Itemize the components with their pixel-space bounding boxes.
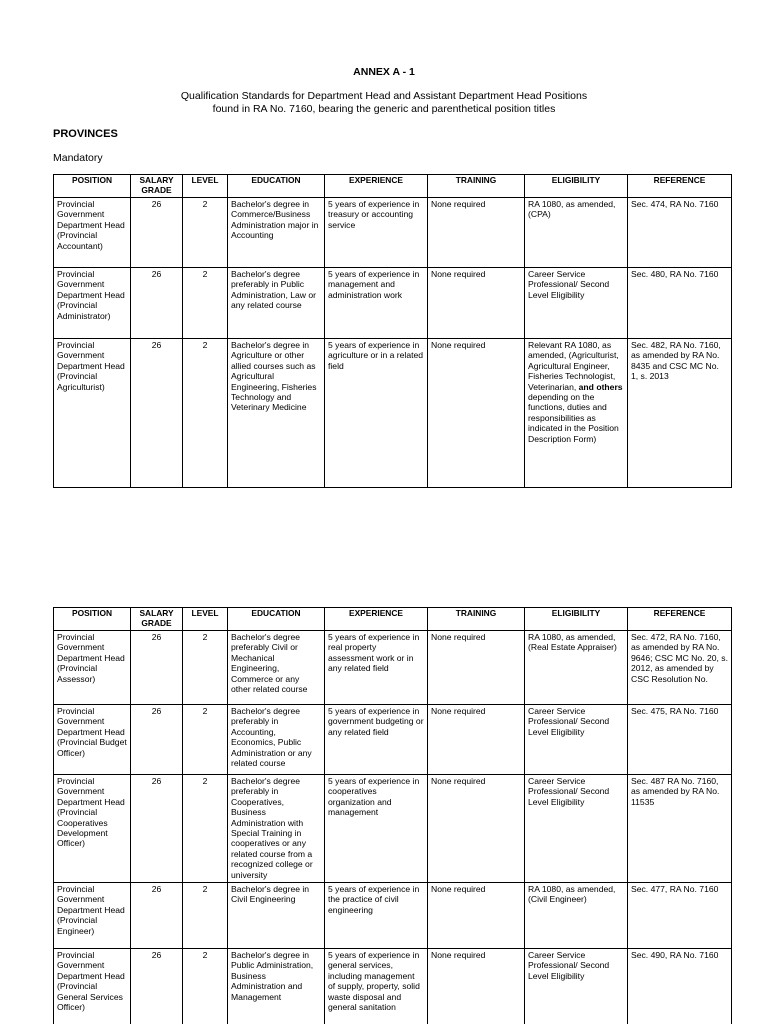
cell-training: None required — [428, 775, 525, 883]
cell-eligibility: Career Service Professional/ Second Level Eligibility — [525, 705, 628, 775]
header-reference: REFERENCE — [628, 175, 732, 198]
cell-salary-grade: 26 — [131, 949, 183, 1024]
cell-education: Bachelor's degree in Public Administration, Business Administration and Management — [228, 949, 325, 1024]
table-row — [54, 705, 732, 775]
eligibility-emphasis: and others — [578, 381, 623, 392]
cell-salary-grade: 26 — [131, 775, 183, 883]
subtitle-line-2: found in RA No. 7160, bearing the generic and parenthetical position titles — [212, 103, 556, 115]
cell-eligibility: RA 1080, as amended, (CPA) — [525, 198, 628, 268]
cell-level: 2 — [183, 775, 228, 883]
cell-training: None required — [428, 198, 525, 268]
cell-level: 2 — [183, 339, 228, 488]
cell-eligibility: Career Service Professional/ Second Level Eligibility — [525, 268, 628, 339]
cell-eligibility — [525, 339, 628, 488]
table-row — [54, 631, 732, 705]
cell-eligibility: Career Service Professional/ Second Level Eligibility — [525, 775, 628, 883]
cell-reference: Sec. 487 RA No. 7160, as amended by RA No. 11535 — [628, 775, 732, 883]
cell-position: Provincial Government Department Head (Provincial Engineer) — [54, 883, 131, 949]
document-subtitle — [0, 90, 768, 116]
cell-education: Bachelor's degree preferably in Cooperatives, Business Administration with Special Training in cooperatives or any related course from a recognized college or university — [228, 775, 325, 883]
table-row — [54, 339, 732, 488]
cell-position: Provincial Government Department Head (Provincial Assessor) — [54, 631, 131, 705]
table-row — [54, 949, 732, 1024]
cell-position: Provincial Government Department Head (Provincial General Services Officer) — [54, 949, 131, 1024]
cell-position: Provincial Government Department Head (Provincial Administrator) — [54, 268, 131, 339]
cell-education: Bachelor's degree in Civil Engineering — [228, 883, 325, 949]
cell-level: 2 — [183, 268, 228, 339]
cell-training: None required — [428, 883, 525, 949]
cell-experience: 5 years of experience in government budgeting or any related field — [325, 705, 428, 775]
cell-training: None required — [428, 705, 525, 775]
cell-training: None required — [428, 631, 525, 705]
cell-reference: Sec. 474, RA No. 7160 — [628, 198, 732, 268]
cell-reference: Sec. 472, RA No. 7160, as amended by RA No. 9646; CSC MC No. 20, s. 2012, as amended by CSC Resolution No. — [628, 631, 732, 705]
subtitle-line-1: Qualification Standards for Department Head and Assistant Department Head Positions — [180, 90, 588, 102]
header-position: POSITION — [54, 608, 131, 631]
eligibility-text-continued: depending on the functions, duties and responsibilities as indicated in the Position Description Form) — [528, 392, 619, 444]
cell-education: Bachelor's degree preferably Civil or Mechanical Engineering, Commerce or any other related course — [228, 631, 325, 705]
category-label: Mandatory — [53, 152, 103, 164]
cell-reference: Sec. 480, RA No. 7160 — [628, 268, 732, 339]
cell-reference: Sec. 490, RA No. 7160 — [628, 949, 732, 1024]
cell-level: 2 — [183, 949, 228, 1024]
cell-salary-grade: 26 — [131, 198, 183, 268]
header-position: POSITION — [54, 175, 131, 198]
table-header-row — [54, 608, 732, 631]
cell-salary-grade: 26 — [131, 268, 183, 339]
cell-salary-grade: 26 — [131, 705, 183, 775]
cell-position: Provincial Government Department Head (Provincial Budget Officer) — [54, 705, 131, 775]
header-experience: EXPERIENCE — [325, 608, 428, 631]
eligibility-text: Relevant RA 1080, as amended, (Agriculturist, Agricultural Engineer, Fisheries Technologist, Veterinarian, — [528, 340, 619, 392]
header-level: LEVEL — [183, 608, 228, 631]
annex-title: ANNEX A - 1 — [353, 66, 415, 78]
table-header-row — [54, 175, 732, 198]
section-title: PROVINCES — [53, 128, 118, 140]
cell-experience: 5 years of experience in cooperatives organization and management — [325, 775, 428, 883]
header-training: TRAINING — [428, 608, 525, 631]
cell-level: 2 — [183, 705, 228, 775]
cell-salary-grade: 26 — [131, 883, 183, 949]
qualification-table-1 — [53, 174, 732, 488]
table-row — [54, 775, 732, 883]
cell-training: None required — [428, 339, 525, 488]
cell-position: Provincial Government Department Head (Provincial Agriculturist) — [54, 339, 131, 488]
cell-training: None required — [428, 949, 525, 1024]
cell-level: 2 — [183, 631, 228, 705]
cell-experience: 5 years of experience in agriculture or in a related field — [325, 339, 428, 488]
cell-eligibility: RA 1080, as amended, (Civil Engineer) — [525, 883, 628, 949]
header-reference: REFERENCE — [628, 608, 732, 631]
cell-experience: 5 years of experience in general services, including management of supply, property, solid waste disposal and general sanitation — [325, 949, 428, 1024]
cell-experience: 5 years of experience in management and administration work — [325, 268, 428, 339]
table-row — [54, 198, 732, 268]
cell-salary-grade: 26 — [131, 339, 183, 488]
table-row — [54, 268, 732, 339]
cell-level: 2 — [183, 198, 228, 268]
header-salary-grade: SALARY GRADE — [131, 175, 183, 198]
cell-reference: Sec. 482, RA No. 7160, as amended by RA No. 8435 and CSC MC No. 1, s. 2013 — [628, 339, 732, 488]
cell-experience: 5 years of experience in real property assessment work or in any related field — [325, 631, 428, 705]
header-eligibility: ELIGIBILITY — [525, 608, 628, 631]
cell-education: Bachelor's degree in Agriculture or other allied courses such as Agricultural Engineering, Fisheries Technology and Veterinary Medicine — [228, 339, 325, 488]
cell-reference: Sec. 477, RA No. 7160 — [628, 883, 732, 949]
cell-education: Bachelor's degree in Commerce/Business Administration major in Accounting — [228, 198, 325, 268]
cell-education: Bachelor's degree preferably in Accounting, Economics, Public Administration or any related course — [228, 705, 325, 775]
cell-training: None required — [428, 268, 525, 339]
cell-position: Provincial Government Department Head (Provincial Accountant) — [54, 198, 131, 268]
qualification-table-2 — [53, 607, 732, 1024]
cell-education: Bachelor's degree preferably in Public Administration, Law or any related course — [228, 268, 325, 339]
header-training: TRAINING — [428, 175, 525, 198]
cell-eligibility: RA 1080, as amended, (Real Estate Appraiser) — [525, 631, 628, 705]
cell-level: 2 — [183, 883, 228, 949]
cell-experience: 5 years of experience in treasury or accounting service — [325, 198, 428, 268]
cell-salary-grade: 26 — [131, 631, 183, 705]
header-education: EDUCATION — [228, 175, 325, 198]
cell-eligibility: Career Service Professional/ Second Level Eligibility — [525, 949, 628, 1024]
cell-position: Provincial Government Department Head (Provincial Cooperatives Development Officer) — [54, 775, 131, 883]
header-salary-grade: SALARY GRADE — [131, 608, 183, 631]
header-education: EDUCATION — [228, 608, 325, 631]
cell-experience: 5 years of experience in the practice of civil engineering — [325, 883, 428, 949]
table-row — [54, 883, 732, 949]
cell-reference: Sec. 475, RA No. 7160 — [628, 705, 732, 775]
header-level: LEVEL — [183, 175, 228, 198]
header-eligibility: ELIGIBILITY — [525, 175, 628, 198]
header-experience: EXPERIENCE — [325, 175, 428, 198]
